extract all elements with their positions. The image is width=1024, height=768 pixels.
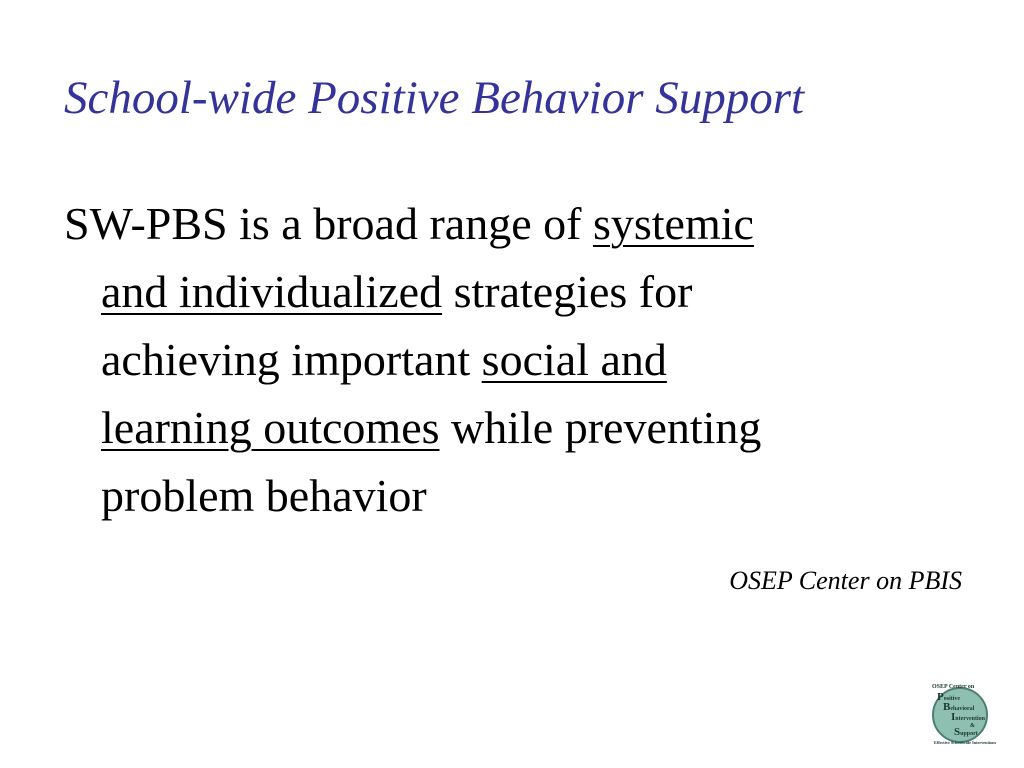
svg-text:Intervention: Intervention bbox=[951, 711, 985, 723]
svg-text:Behavioral: Behavioral bbox=[943, 701, 975, 713]
credit-text: OSEP Center on PBIS bbox=[729, 566, 962, 595]
body-line bbox=[64, 462, 944, 530]
underlined-text-run: social and bbox=[481, 334, 667, 385]
svg-text:Support: Support bbox=[954, 726, 978, 738]
body-line bbox=[64, 326, 944, 394]
text-run: achieving important bbox=[101, 334, 482, 385]
svg-text:&: & bbox=[970, 723, 975, 729]
body-line bbox=[64, 394, 944, 462]
body-line bbox=[64, 258, 944, 326]
slide-title: School-wide Positive Behavior Support bbox=[64, 72, 805, 124]
text-run: strategies for bbox=[442, 266, 693, 317]
logo-top-text: OSEP Center on bbox=[932, 684, 975, 690]
body-line bbox=[64, 190, 944, 258]
underlined-text-run: learning outcomes bbox=[101, 402, 440, 453]
pbis-logo-icon bbox=[924, 680, 1012, 746]
text-run: while preventing bbox=[439, 402, 762, 453]
text-run: problem behavior bbox=[101, 470, 427, 521]
logo-bottom-text: Effective Schoolwide Interventions bbox=[934, 740, 997, 745]
underlined-text-run: systemic bbox=[592, 198, 754, 249]
body-paragraph bbox=[64, 190, 944, 530]
text-run: SW-PBS is a broad range of bbox=[64, 198, 593, 249]
underlined-text-run: and individualized bbox=[101, 266, 443, 317]
svg-text:Positive: Positive bbox=[937, 691, 961, 703]
